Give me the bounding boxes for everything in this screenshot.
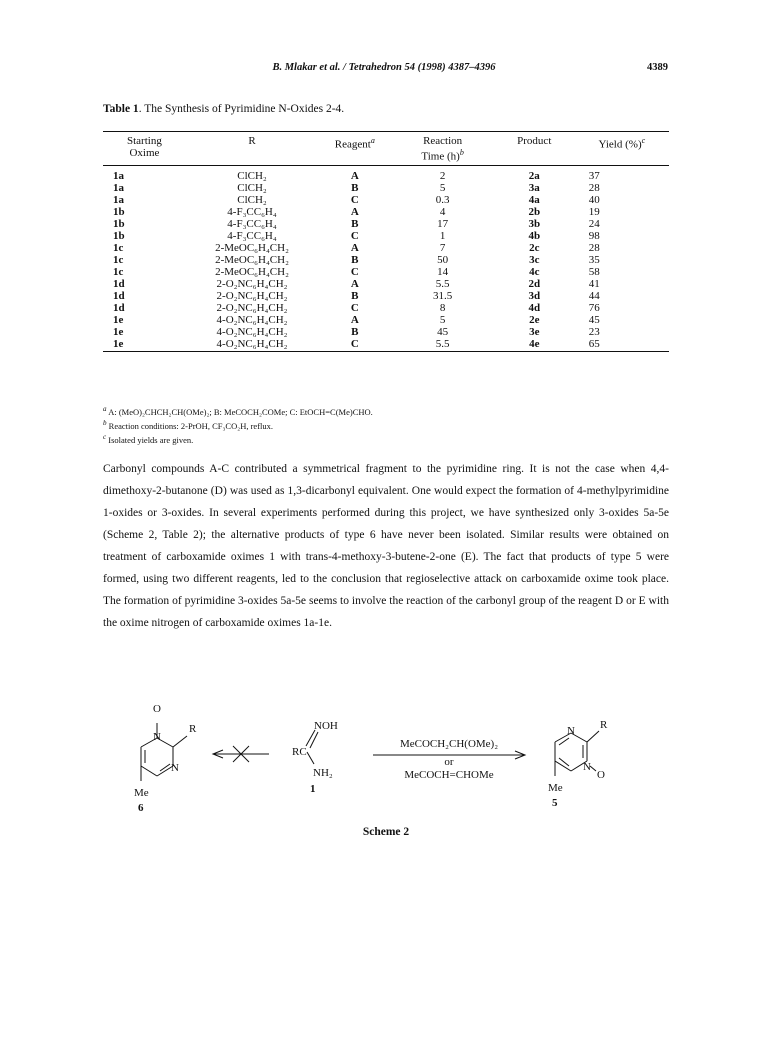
table-row	[103, 314, 669, 326]
compound-1-nh2: NH₂	[313, 767, 333, 779]
table-row	[103, 194, 669, 206]
cell-r: 4-F₃CC₆H₄	[227, 205, 277, 218]
table-row	[103, 302, 669, 314]
cell-reagent: B	[351, 325, 359, 338]
cell-time: 5.5	[391, 338, 493, 352]
cell-oxime: 1b	[113, 217, 125, 230]
cell-r: 2-MeOC₆H₄CH₂	[215, 241, 289, 254]
table-caption	[103, 103, 344, 115]
cell-yield: 24	[588, 217, 600, 230]
crossed-arrow	[213, 746, 269, 762]
footnote-c	[103, 432, 373, 446]
cell-oxime: 1e	[113, 313, 124, 326]
cell-yield: 98	[588, 229, 600, 242]
cell-yield: 41	[588, 277, 600, 290]
cell-oxime: 1c	[113, 253, 124, 266]
col-product: Product	[494, 132, 575, 166]
col-yield	[575, 132, 669, 166]
table-row	[103, 290, 669, 302]
cell-oxime: 1b	[113, 229, 125, 242]
cell-yield: 28	[588, 181, 600, 194]
cell-reagent: A	[350, 205, 359, 218]
compound-6-structure	[141, 723, 187, 781]
table-row	[103, 242, 669, 254]
cell-r: 4-O₂NC₆H₄CH₂	[216, 325, 288, 338]
col-reaction-time	[391, 132, 493, 166]
cell-time: 8	[439, 301, 446, 314]
table-caption-text: . The Synthesis of Pyrimidine N-Oxides 2-4.	[138, 103, 345, 115]
compound-6-oxygen: O	[153, 703, 161, 715]
cell-product: 2d	[528, 277, 541, 290]
cell-oxime: 1e	[103, 338, 186, 352]
compound-5-oxygen: O	[597, 769, 605, 781]
cell-time: 5	[439, 313, 446, 326]
col-reagent-footnote: a	[370, 136, 375, 145]
cell-time: 17	[437, 217, 449, 230]
cell-r: 2-MeOC₆H₄CH₂	[215, 265, 289, 278]
compound-1-rc: RC	[292, 746, 307, 758]
cell-r: 2-MeOC₆H₄CH₂	[215, 253, 289, 266]
cell-r: 2-O₂NC₆H₄CH₂	[216, 301, 288, 314]
cell-yield: 40	[588, 193, 600, 206]
compound-1-structure	[306, 730, 318, 764]
cell-reagent: C	[350, 193, 359, 206]
cell-r: ClCH₂	[237, 169, 267, 182]
col-reaction-time-line2: Time (h)	[421, 150, 460, 163]
body-paragraph: Carbonyl compounds A-C contributed a symmetrical fragment to the pyrimidine ring. It is not the case when 4,4-dimethoxy-2-butanone (D) was used as 1,3-dicarbonyl equivalent. One would expect the formation of 4-methylpyrimidine 1-oxides or 3-oxides. In several experiments performed during this project, we have synthesized only 3-oxides 5a-5e (Scheme 2, Table 2); the alternative products of type 6 have never been isolated. Similar results were obtained on treatment of carboxamide oximes 1 with trans-4-methoxy-3-butene-2-one (E). The fact that products of type 5 were formed, using two different reagents, led to the conclusion that regioselective attack on carboxamide oxime took place. The formation of pyrimidine 3-oxides 5a-5e seems to involve the reaction of the carbonyl group of the reagent D or E with the oxime nitrogen of carboxamide oximes 1a-1e.	[103, 463, 669, 629]
page-number: 4389	[647, 62, 668, 73]
cell-reagent: A	[350, 313, 359, 326]
table-row	[103, 230, 669, 242]
cell-r: 4-F₃CC₆H₄	[227, 229, 277, 242]
cell-r: 4-F₃CC₆H₄	[227, 217, 277, 230]
compound-5-label: 5	[552, 797, 558, 809]
cell-reagent: B	[351, 217, 359, 230]
cell-yield: 65	[575, 338, 669, 352]
cell-yield: 58	[588, 265, 600, 278]
cell-product: 3d	[528, 289, 541, 302]
cell-time: 2	[439, 169, 446, 182]
cell-reagent: B	[351, 181, 359, 194]
cell-oxime: 1b	[113, 205, 125, 218]
cell-oxime: 1d	[113, 277, 125, 290]
compound-5-n3: N	[583, 761, 591, 773]
scheme-2-drawing	[103, 690, 669, 840]
cell-oxime: 1e	[113, 325, 124, 338]
cell-product: 4c	[529, 265, 540, 278]
cell-reagent: C	[318, 338, 391, 352]
col-starting-oxime	[103, 132, 186, 166]
running-head: B. Mlakar et al. / Tetrahedron 54 (1998) 4387–4396	[272, 62, 496, 73]
cell-time: 7	[439, 241, 446, 254]
scheme-caption: Scheme 2	[362, 826, 410, 838]
cell-oxime: 1c	[113, 265, 124, 278]
table-row	[103, 254, 669, 266]
cell-product: 4d	[528, 301, 541, 314]
cell-time: 14	[437, 265, 449, 278]
cell-reagent: A	[350, 277, 359, 290]
cell-r: 4-O₂NC₆H₄CH₂	[216, 313, 288, 326]
col-yield-footnote: c	[641, 136, 646, 145]
footnote-b-text: Reaction conditions: 2-PrOH, CF₃CO₂H, reflux.	[106, 420, 274, 431]
compound-5-n1: N	[567, 725, 575, 737]
compound-5-r: R	[600, 719, 608, 731]
cell-oxime: 1a	[113, 169, 124, 182]
table-row	[103, 165, 669, 182]
cell-oxime: 1d	[113, 289, 125, 302]
table-caption-label: Table 1	[103, 103, 139, 115]
cell-reagent: A	[350, 169, 359, 182]
cell-reagent: C	[350, 229, 359, 242]
compound-6-me: Me	[134, 787, 149, 799]
table-header-row	[103, 132, 669, 166]
footnote-a-mark: a	[103, 405, 107, 413]
compound-6-label: 6	[138, 802, 144, 814]
table-row	[103, 218, 669, 230]
cell-product: 4a	[528, 193, 540, 206]
footnote-b	[103, 418, 373, 432]
cell-time: 45	[437, 325, 449, 338]
table-row	[103, 182, 669, 194]
cell-reagent: C	[350, 265, 359, 278]
col-reaction-time-line1: Reaction	[423, 135, 463, 147]
cell-yield: 35	[588, 253, 600, 266]
cell-r: 2-O₂NC₆H₄CH₂	[216, 277, 288, 290]
scheme-2	[103, 690, 669, 850]
cell-r: ClCH₂	[237, 193, 267, 206]
compound-5-me: Me	[548, 782, 563, 794]
cell-yield: 23	[588, 325, 600, 338]
table-footnotes	[103, 404, 373, 445]
col-starting-oxime-line2: Oxime	[129, 147, 160, 159]
table-row	[103, 326, 669, 338]
col-starting-oxime-line1: Starting	[127, 135, 162, 147]
footnote-a-text: A: (MeO)₂CHCH₂CH(OMe)₂; B: MeCOCH₂COMe; C: EtOCH=C(Me)CHO.	[106, 406, 373, 417]
col-reaction-time-footnote: b	[459, 148, 464, 157]
cell-oxime: 1a	[113, 193, 124, 206]
cell-product: 2a	[528, 169, 540, 182]
cell-reagent: A	[350, 241, 359, 254]
cell-yield: 28	[588, 241, 600, 254]
cell-product: 3c	[529, 253, 540, 266]
cell-time: 50	[437, 253, 449, 266]
cell-product: 2c	[529, 241, 540, 254]
cell-product: 3e	[529, 325, 540, 338]
cell-product: 3b	[528, 217, 541, 230]
cell-reagent: B	[351, 289, 359, 302]
cell-yield: 44	[588, 289, 600, 302]
cell-r: ClCH₂	[237, 181, 267, 194]
col-reagent	[318, 132, 391, 166]
cell-reagent: C	[350, 301, 359, 314]
synthesis-table	[103, 131, 669, 352]
reagent-or: or	[444, 756, 454, 768]
cell-oxime: 1d	[113, 301, 125, 314]
cell-oxime: 1a	[113, 181, 124, 194]
reagent-bottom: MeCOCH=CHOMe	[404, 769, 494, 781]
table-row	[103, 266, 669, 278]
cell-product: 2b	[528, 205, 541, 218]
cell-time: 4	[439, 205, 446, 218]
compound-5-structure	[555, 731, 599, 776]
cell-yield: 37	[588, 169, 600, 182]
page-header	[0, 62, 768, 78]
cell-yield: 45	[588, 313, 600, 326]
cell-time: 5	[439, 181, 446, 194]
col-yield-label: Yield (%)	[598, 138, 642, 151]
col-reagent-label: Reagent	[334, 138, 371, 151]
footnote-a	[103, 404, 373, 418]
table-row	[103, 338, 669, 352]
cell-product: 4e	[494, 338, 575, 352]
cell-product: 4b	[528, 229, 541, 242]
cell-time: 1	[439, 229, 446, 242]
compound-1-noh: NOH	[314, 720, 338, 732]
compound-6-n1: N	[153, 731, 161, 743]
cell-product: 2e	[529, 313, 540, 326]
compound-1-label: 1	[310, 783, 316, 795]
footnote-b-mark: b	[103, 418, 107, 427]
cell-time: 0.3	[435, 193, 450, 206]
footnote-c-mark: c	[103, 432, 107, 441]
cell-oxime: 1c	[113, 241, 124, 254]
compound-6-n3: N	[171, 762, 179, 774]
cell-time: 31.5	[433, 289, 453, 302]
cell-r: 4-O₂NC₆H₄CH₂	[186, 338, 318, 352]
cell-reagent: B	[351, 253, 359, 266]
table-row	[103, 206, 669, 218]
reagent-top: MeCOCH₂CH(OMe)₂	[399, 738, 499, 750]
footnote-c-text: Isolated yields are given.	[106, 434, 194, 445]
cell-r: 2-O₂NC₆H₄CH₂	[216, 289, 288, 302]
cell-yield: 76	[588, 301, 600, 314]
cell-product: 3a	[528, 181, 540, 194]
cell-yield: 19	[588, 205, 600, 218]
col-r: R	[186, 132, 318, 166]
cell-time: 5.5	[435, 277, 450, 290]
table-row	[103, 278, 669, 290]
compound-6-r: R	[189, 723, 197, 735]
